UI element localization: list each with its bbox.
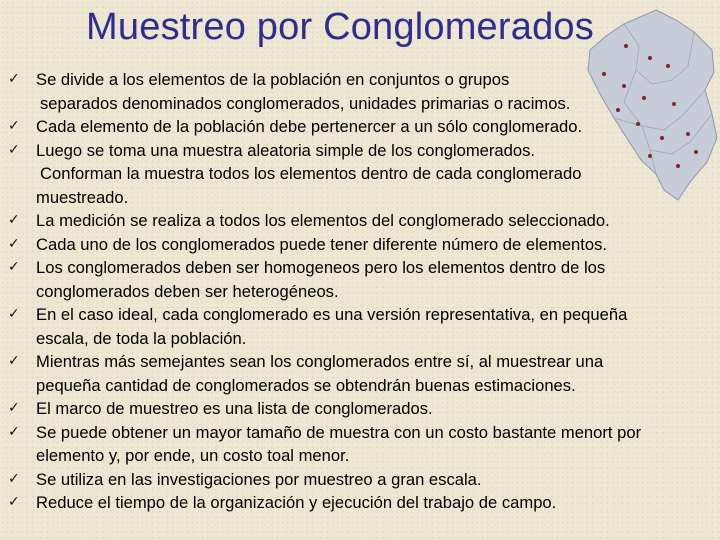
bullet-list (6, 68, 718, 515)
checkmark-icon: ✓ (8, 118, 20, 134)
bullet-item (6, 397, 718, 421)
bullet-text: Los conglomerados deben ser homogeneos pero los elementos dentro de los conglomerados deben ser heterogéneos. (36, 258, 606, 301)
bullet-text: Se puede obtener un mayor tamaño de muestra con un costo bastante menort por elemento y, por ende, un costo toal menor. (36, 422, 642, 465)
bullet-item (6, 491, 718, 515)
bullet-text: La medición se realiza a todos los elementos del conglomerado seleccionado. (36, 211, 610, 230)
checkmark-icon: ✓ (8, 494, 20, 510)
bullet-text: Se divide a los elementos de la población en conjuntos o grupos separados denominados conglomerados, unidades primarias o racimos. (36, 70, 571, 113)
bullet-text: Cada uno de los conglomerados puede tener diferente número de elementos. (36, 234, 608, 254)
bullet-item (6, 115, 718, 139)
bullet-item (6, 350, 718, 397)
bullet-item (6, 233, 718, 257)
bullet-text: Luego se toma una muestra aleatoria simple de los conglomerados. Conforman la muestra todos los elementos dentro de cada conglomerado muestreado. (36, 140, 582, 207)
checkmark-icon: ✓ (8, 71, 20, 87)
bullet-item (6, 256, 718, 303)
slide-title: Muestreo por Conglomerados (86, 6, 594, 48)
checkmark-icon: ✓ (8, 353, 20, 369)
bullet-item (6, 68, 718, 115)
bullet-item (6, 468, 718, 492)
bullet-item (6, 421, 718, 468)
checkmark-icon: ✓ (8, 235, 20, 252)
checkmark-icon: ✓ (8, 212, 20, 228)
bullet-item (6, 139, 718, 210)
checkmark-icon: ✓ (8, 141, 20, 158)
bullet-text: El marco de muestreo es una lista de conglomerados. (36, 399, 433, 418)
checkmark-icon: ✓ (8, 423, 20, 440)
bullet-text: En el caso ideal, cada conglomerado es una versión representativa, en pequeña escala, de toda la población. (36, 305, 628, 348)
bullet-text: Cada elemento de la población debe pertenercer a un sólo conglomerado. (36, 117, 583, 136)
bullet-item (6, 303, 718, 350)
checkmark-icon: ✓ (8, 259, 20, 275)
bullet-item (6, 209, 718, 233)
bullet-text: Se utiliza en las investigaciones por muestreo a gran escala. (36, 469, 482, 489)
bullet-text: Mientras más semejantes sean los conglomerados entre sí, al muestrear una pequeña cantidad de conglomerados se obtendrán buenas estimaciones. (36, 352, 604, 395)
checkmark-icon: ✓ (8, 470, 20, 487)
bullet-text: Reduce el tiempo de la organización y ejecución del trabajo de campo. (36, 493, 557, 512)
checkmark-icon: ✓ (8, 306, 20, 322)
checkmark-icon: ✓ (8, 400, 20, 416)
